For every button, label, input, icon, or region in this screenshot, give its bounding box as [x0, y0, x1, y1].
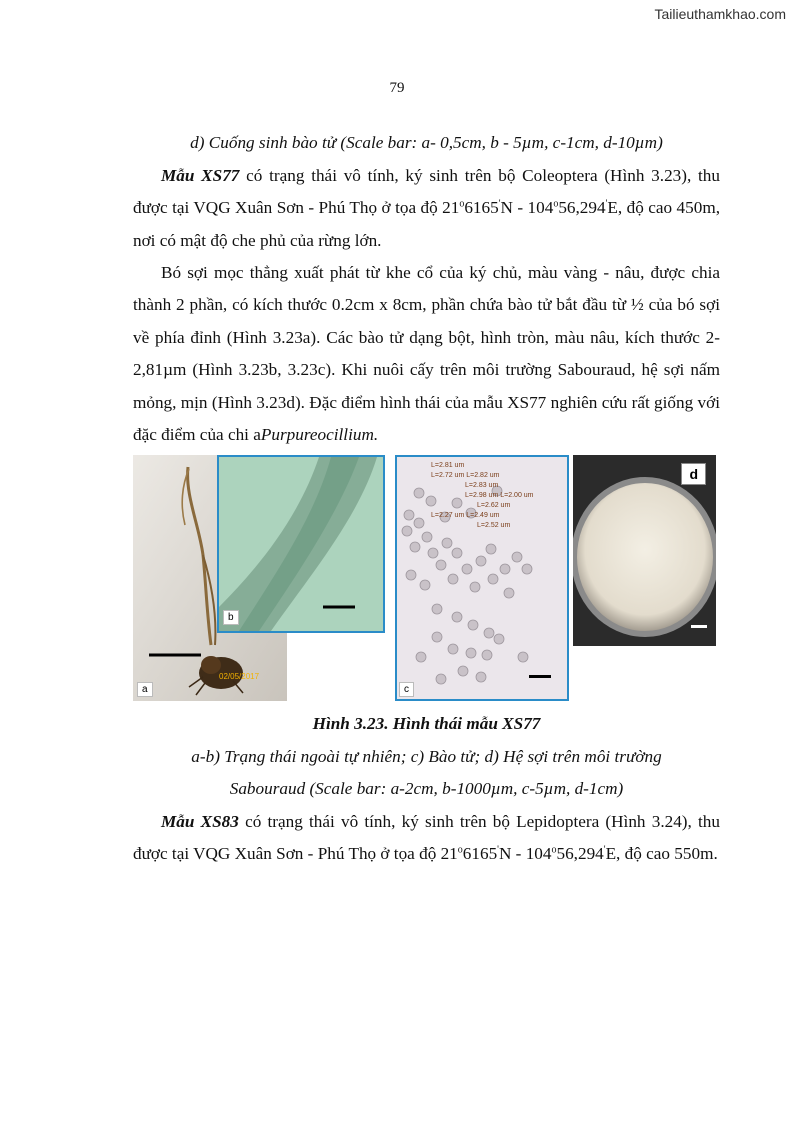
minute-symbol: ': [497, 844, 499, 856]
p3-coord-c: 56,294: [556, 844, 604, 864]
figure-caption-title: Hình 3.23. Hình thái mẫu XS77: [312, 714, 541, 733]
figure-caption-line-1: a-b) Trạng thái ngoài tự nhiên; c) Bào tử; d) Hệ sợi trên môi trường: [191, 747, 662, 766]
minute-symbol: ': [498, 198, 501, 210]
paragraph-xs77-intro: [133, 160, 720, 257]
p3-coord-a: 6165: [462, 844, 498, 864]
degree-symbol: o: [459, 198, 465, 210]
degree-symbol: o: [553, 198, 559, 210]
measurement-1: L=2.81 um: [431, 462, 465, 469]
p3-coord-b: N - 104: [498, 844, 552, 864]
measurement-2: L=2.72 um: [431, 472, 465, 479]
p1-coord-a: 6165: [464, 198, 499, 218]
minute-symbol: ': [605, 198, 608, 210]
measurement-7: L=2.62 um: [477, 502, 511, 509]
measurement-8: L=2.27 um: [431, 512, 465, 519]
degree-symbol: o: [457, 844, 463, 856]
p3-tail: E, độ cao 550m.: [605, 844, 718, 864]
scale-bar-c: [529, 675, 551, 678]
sample-name-xs83: Mẫu XS83: [161, 812, 239, 831]
paragraph-xs83-intro: [133, 806, 720, 871]
panel-label-b: b: [223, 610, 239, 625]
previous-figure-caption: [133, 127, 720, 159]
panel-label-d: d: [681, 463, 706, 485]
paragraph-xs77-description: [133, 257, 720, 451]
genus-name: Purpureocillium.: [260, 425, 379, 445]
p1-coord-c: 56,294: [558, 198, 606, 218]
sample-name-xs77: Mẫu XS77: [161, 166, 240, 185]
prev-caption-text: d) Cuống sinh bào tử (: [190, 133, 347, 152]
measurement-10: L=2.52 um: [477, 522, 511, 529]
measurement-3: L=2.82 um: [466, 472, 500, 479]
measurement-4: L=2.83 um: [465, 482, 499, 489]
figure-3-23: [133, 455, 720, 701]
hypha-illustration: [219, 457, 383, 631]
p2-text: Bó sợi mọc thẳng xuất phát từ khe cổ của ký chủ, màu vàng - nâu, được chia thành 2 phần, có kích thước 0.2cm x 8cm, phần chứa bào tử bắt đầu từ ½ của bó sợi về phía đỉnh (Hình 3.23a). Các bào tử dạng bột, hình tròn, màu nâu, kích thước 2-2,81µm (Hình 3.23b, 3.23c). Khi nuôi cấy trên môi trường Sabouraud, hệ sợi nấm mỏng, mịn (Hình 3.23d). Đặc điểm hình thái của mẫu XS77 nghiên cứu rất giống với đặc điểm của chi a: [133, 263, 720, 445]
figure-caption-line-2: Sabouraud (Scale bar: a-2cm, b-1000µm, c-5µm, d-1cm): [229, 779, 624, 798]
p3-text: có trạng thái vô tính, ký sinh trên bộ Lepidoptera (Hình 3.24), thu được tại VQG Xuân Sơn - Phú Thọ ở tọa độ 21: [133, 812, 720, 864]
degree-symbol: o: [551, 844, 557, 856]
measurement-5: L=2.98 um: [465, 492, 499, 499]
panel-label-a: a: [137, 682, 153, 697]
date-stamp: 02/05/2017: [219, 672, 260, 681]
prev-caption-scale: Scale bar: a- 0,5cm, b - 5µm, c-1cm, d-10µm: [346, 133, 658, 152]
watermark: Tailieuthamkhao.com: [654, 6, 786, 22]
minute-symbol: ': [603, 844, 606, 856]
panel-d-culture-plate: [573, 455, 716, 646]
panel-b-micrograph: [217, 455, 385, 633]
prev-caption-close: ): [657, 133, 663, 152]
panel-label-c: c: [399, 682, 414, 697]
p1-tail: E, độ cao 450m, nơi có mật độ che phủ của rừng lớn.: [133, 198, 720, 250]
spore-measurements: [431, 461, 561, 531]
page-number: 79: [389, 80, 405, 96]
p1-text: có trạng thái vô tính, ký sinh trên bộ Coleoptera (Hình 3.23), thu được tại VQG Xuân Sơn - Phú Thọ ở tọa độ 21: [133, 166, 720, 218]
measurement-6: L=2.00 um: [500, 492, 534, 499]
panel-c-spores: [395, 455, 569, 701]
measurement-9: L=2.49 um: [466, 512, 500, 519]
p1-coord-b: N - 104: [500, 198, 554, 218]
